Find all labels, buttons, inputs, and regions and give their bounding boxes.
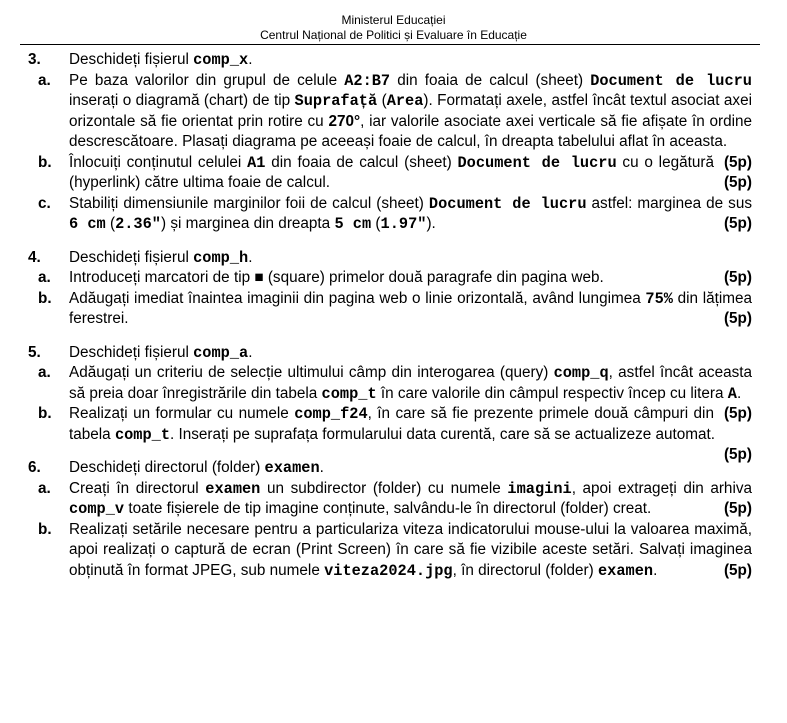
text-run: ) și marginea din dreapta xyxy=(160,215,335,232)
subitem-text xyxy=(69,404,752,463)
points-badge: (5p) xyxy=(723,446,752,463)
code-term: examen xyxy=(597,561,654,580)
code-term: comp_x xyxy=(193,51,249,69)
questions-list xyxy=(0,50,787,581)
question-3 xyxy=(0,50,787,235)
code-term: comp_h xyxy=(193,248,249,267)
text-run: Deschideți directorul (folder) xyxy=(69,459,265,476)
text-run: un subdirector (folder) cu numele xyxy=(260,479,508,497)
points-badge: (5p) xyxy=(723,153,752,171)
text-run: Deschideți fișierul xyxy=(69,51,194,68)
subitem-letter: b. xyxy=(38,520,52,538)
code-term: Area xyxy=(386,92,424,110)
subitem-c xyxy=(0,194,787,235)
question-number: 5. xyxy=(28,343,41,361)
text-run: . xyxy=(248,51,253,68)
question-intro xyxy=(69,458,324,479)
subitem-text xyxy=(69,153,752,194)
text-run: Realizați un formular cu numele xyxy=(69,405,295,422)
code-term: comp_t xyxy=(114,425,171,444)
text-run: Adăugați imediat înaintea imaginii din pagina web o linie orizontală, având lungimea xyxy=(69,289,646,307)
code-term: A2:B7 xyxy=(344,71,391,90)
code-term: 2.36″ xyxy=(115,215,161,233)
text-run: Creați în directorul xyxy=(69,479,206,497)
subitem-b xyxy=(0,520,787,582)
question-number: 3. xyxy=(28,51,41,68)
code-term: 6 cm xyxy=(69,215,106,233)
subitem-a xyxy=(0,479,787,520)
subitem-text xyxy=(69,194,752,235)
question-number: 6. xyxy=(28,459,41,476)
code-term: A1 xyxy=(247,153,266,172)
code-term: Document de lucru xyxy=(457,153,617,172)
code-term: comp_f24 xyxy=(294,405,368,423)
code-term: Document de lucru xyxy=(428,194,587,213)
code-term: examen xyxy=(264,459,320,477)
question-intro xyxy=(69,50,252,71)
text-run: ). xyxy=(426,215,436,232)
subitem-text xyxy=(69,268,752,289)
subitem-a xyxy=(0,268,787,289)
text-run: astfel: marginea de sus xyxy=(586,194,752,212)
subitem-letter: a. xyxy=(38,479,51,497)
question-header xyxy=(0,343,787,364)
text-run: Realizați setările necesare pentru a particulariza viteza indicatorului mouse-ului la valoarea maximă, apoi realizați o captură de ecran (Print Screen) în care să fie vizibile aceste setări. Salvați imaginea obținută în format JPEG, sub numele xyxy=(69,520,752,579)
subitem-letter: b. xyxy=(38,289,52,307)
code-term: imagini xyxy=(507,479,572,498)
text-run: . Inserați pe suprafața formularului data curentă, care să se actualizeze automat. xyxy=(170,425,716,443)
code-term: comp_a xyxy=(193,343,249,362)
text-run: , în care să fie prezente primele două câmpuri din tabela xyxy=(69,405,714,443)
question-header xyxy=(0,50,787,71)
text-run: , astfel încât aceasta să preia doar înregistrările din tabela xyxy=(69,364,752,402)
subitem-letter: a. xyxy=(38,364,51,381)
question-6 xyxy=(0,458,787,581)
text-run: . xyxy=(319,459,324,476)
code-term: comp_q xyxy=(553,364,609,382)
question-header xyxy=(0,248,787,269)
text-run: din foaia de calcul (sheet) xyxy=(390,71,591,89)
header-divider xyxy=(20,44,760,45)
subitem-letter: a. xyxy=(38,269,51,286)
code-term: examen xyxy=(205,479,261,498)
text-run: , iar valorile asociate axei verticale să fie afișate în ordine descrescătoare. Plasați diagrama pe aceeași foaie de calcul, în dreapta tabelului aflat în aceasta. xyxy=(69,112,752,150)
code-term: Document de lucru xyxy=(590,71,752,90)
center-title: Centrul Național de Politici și Evaluare în Educație xyxy=(260,28,527,42)
text-run: . xyxy=(736,384,742,402)
code-term: 1.97″ xyxy=(380,215,427,233)
text-run: ( xyxy=(377,92,387,109)
text-run: Deschideți fișierul xyxy=(69,343,194,361)
text-run: ( xyxy=(105,215,116,232)
subitem-b xyxy=(0,404,787,463)
text-run: ). Formatați axele, astfel încât textul asociat axei orizontale să fie orientat prin rotire cu xyxy=(69,92,752,130)
code-term: A xyxy=(727,384,737,403)
subitem-letter: b. xyxy=(38,153,52,171)
subitem-letter: c. xyxy=(38,194,51,212)
subitem-text xyxy=(69,289,752,330)
subitem-b xyxy=(0,289,787,330)
text-run: , în directorul (folder) xyxy=(452,561,598,579)
text-run: ( xyxy=(371,215,381,232)
ministry-title: Ministerul Educației xyxy=(341,13,446,27)
question-intro xyxy=(69,248,252,269)
text-run: . xyxy=(248,343,253,361)
text-run: Introduceți marcatori de tip ■ (square) primelor două paragrafe din pagina web. xyxy=(69,269,604,286)
text-run: Deschideți fișierul xyxy=(69,248,194,266)
text-run: Înlocuiți conținutul celulei xyxy=(69,153,248,171)
points-badge: (5p) xyxy=(723,215,752,232)
points-badge: (5p) xyxy=(723,269,752,286)
code-term: viteza2024.jpg xyxy=(324,561,453,580)
text-run: toate fișierele de tip imagine conținute, salvându-le în directorul (folder) creat. xyxy=(124,500,652,517)
points-badge: (5p) xyxy=(723,174,752,191)
question-5 xyxy=(0,343,787,463)
subitem-letter: a. xyxy=(38,71,51,89)
text-run: Adăugați un criteriu de selecție ultimului câmp din interogarea (query) xyxy=(69,364,554,381)
code-term: 5 cm xyxy=(334,215,372,233)
bold-term: 270° xyxy=(328,112,361,130)
code-term: comp_v xyxy=(69,500,125,518)
code-term: comp_t xyxy=(321,384,377,403)
points-badge: (5p) xyxy=(723,500,752,517)
subitem-text xyxy=(69,520,752,582)
text-run: din foaia de calcul (sheet) xyxy=(265,153,458,171)
text-run: inserați o diagramă (chart) de tip xyxy=(69,92,295,109)
subitem-text xyxy=(69,479,752,520)
question-number: 4. xyxy=(28,248,41,266)
question-4 xyxy=(0,248,787,330)
text-run: Stabiliți dimensiunile marginilor foii de calcul (sheet) xyxy=(69,194,429,212)
question-intro xyxy=(69,343,252,364)
subitem-letter: b. xyxy=(38,405,52,422)
points-badge: (5p) xyxy=(723,310,752,327)
text-run: în care valorile din câmpul respectiv încep cu litera xyxy=(376,384,728,402)
text-run: din lățimea ferestrei. xyxy=(69,289,753,327)
text-run: Pe baza valorilor din grupul de celule xyxy=(69,71,345,89)
points-badge: (5p) xyxy=(723,561,752,579)
code-term: Suprafață xyxy=(294,92,378,110)
subitem-b xyxy=(0,153,787,194)
question-header xyxy=(0,458,787,479)
text-run: cu o legătură (hyperlink) către ultima foaie de calcul. xyxy=(69,153,714,191)
points-badge: (5p) xyxy=(723,405,752,422)
text-run: . xyxy=(248,248,253,266)
code-term: 75% xyxy=(645,289,673,308)
text-run: . xyxy=(653,561,658,579)
text-run: , apoi extrageți din arhiva xyxy=(571,479,752,497)
